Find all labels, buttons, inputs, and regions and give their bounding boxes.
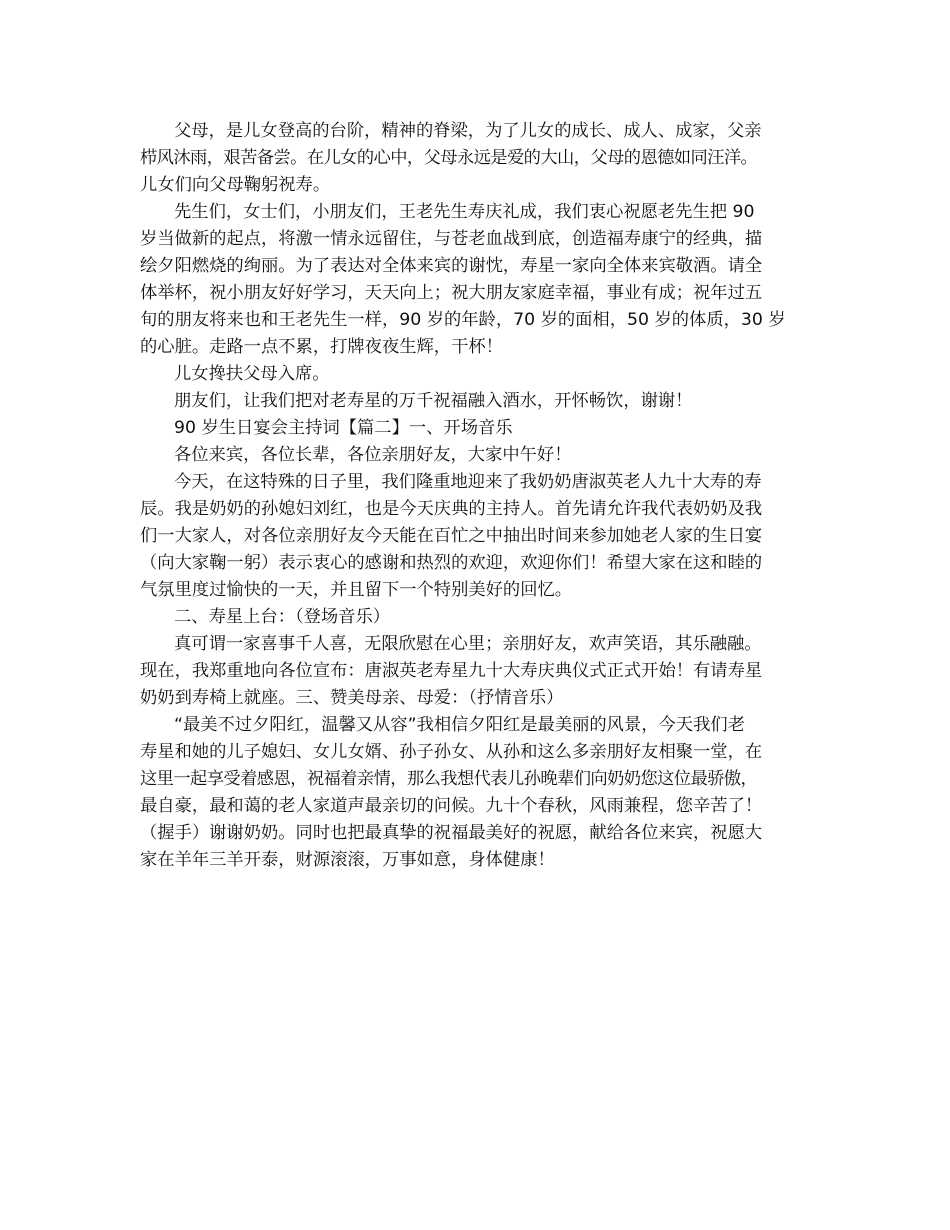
text-line: 辰。我是奶奶的孙媳妇刘红，也是今天庆典的主持人。首先请允许我代表奶奶及我 (140, 499, 763, 519)
text-line: 们一大家人，对各位亲朋好友今天能在百忙之中抽出时间来参加她老人家的生日宴 (140, 526, 763, 546)
text-line: 寿星和她的儿子媳妇、女儿女婿、孙子孙女、从孙和这么多亲朋好友相聚一堂，在 (140, 742, 763, 762)
paragraph (140, 712, 820, 874)
text-line: 各位来宾，各位长辈，各位亲朋好友，大家中午好！ (174, 445, 572, 465)
text-line: 旬的朋友将来也和王老先生一样，90 岁的年龄，70 岁的面相，50 岁的体质，30 岁 (140, 310, 786, 330)
document-page (140, 118, 820, 874)
text-line: 先生们，女士们，小朋友们，王老先生寿庆礼成，我们衷心祝愿老先生把 90 (174, 202, 755, 222)
paragraph (140, 604, 820, 631)
paragraph (140, 118, 820, 199)
text-line: 二、寿星上台：（登场音乐） (174, 607, 391, 627)
text-line: 现在，我郑重地向各位宣布：唐淑英老寿星九十大寿庆典仪式正式开始！有请寿星 (140, 661, 763, 681)
paragraph (140, 199, 820, 361)
text-line: （向大家鞠一躬）表示衷心的感谢和热烈的欢迎，欢迎你们！希望大家在这和睦的 (140, 553, 763, 573)
text-line: 岁当做新的起点，将激一情永远留住，与苍老血战到底，创造福寿康宁的经典，描 (140, 229, 763, 249)
text-line: 奶奶到寿椅上就座。三、赞美母亲、母爱：（抒情音乐） (140, 688, 564, 708)
text-line: 气氛里度过愉快的一天，并且留下一个特别美好的回忆。 (140, 580, 573, 600)
text-line: 的心脏。走路一点不累，打牌夜夜生辉，干杯！ (140, 337, 503, 357)
paragraph (140, 415, 820, 442)
text-line: 真可谓一家喜事千人喜，无限欣慰在心里；亲朋好友，欢声笑语，其乐融融。 (174, 634, 762, 654)
text-line: 儿女搀扶父母入席。 (174, 364, 330, 384)
text-line: 今天，在这特殊的日子里，我们隆重地迎来了我奶奶唐淑英老人九十大寿的寿 (174, 472, 762, 492)
text-line: 90 岁生日宴会主持词【篇二】一、开场音乐 (174, 418, 513, 438)
text-line: （握手）谢谢奶奶。同时也把最真挚的祝福最美好的祝愿，献给各位来宾，祝愿大 (140, 823, 763, 843)
text-line: 绘夕阳燃烧的绚丽。为了表达对全体来宾的谢忱，寿星一家向全体来宾敬酒。请全 (140, 256, 763, 276)
text-line: 最自豪，最和蔼的老人家道声最亲切的问候。九十个春秋，风雨兼程，您辛苦了！ (140, 796, 763, 816)
paragraph (140, 361, 820, 388)
text-line: 栉风沐雨，艰苦备尝。在儿女的心中，父母永远是爱的大山，父母的恩德如同汪洋。 (140, 148, 758, 168)
text-line: “最美不过夕阳红，温馨又从容”我相信夕阳红是最美丽的风景，今天我们老 (174, 715, 745, 735)
paragraph (140, 631, 820, 712)
text-line: 朋友们，让我们把对老寿星的万千祝福融入酒水，开怀畅饮，谢谢！ (174, 391, 693, 411)
text-line: 儿女们向父母鞠躬祝寿。 (140, 175, 331, 195)
paragraph (140, 442, 820, 469)
paragraph (140, 469, 820, 604)
text-line: 父母，是儿女登高的台阶，精神的脊梁，为了儿女的成长、成人、成家，父亲 (174, 121, 762, 141)
paragraph (140, 388, 820, 415)
text-line: 这里一起享受着感恩，祝福着亲情，那么我想代表儿孙晚辈们向奶奶您这位最骄傲， (140, 769, 758, 789)
text-line: 家在羊年三羊开泰，财源滚滚，万事如意，身体健康！ (140, 850, 555, 870)
text-line: 体举杯，祝小朋友好好学习，天天向上；祝大朋友家庭幸福，事业有成；祝年过五 (140, 283, 763, 303)
